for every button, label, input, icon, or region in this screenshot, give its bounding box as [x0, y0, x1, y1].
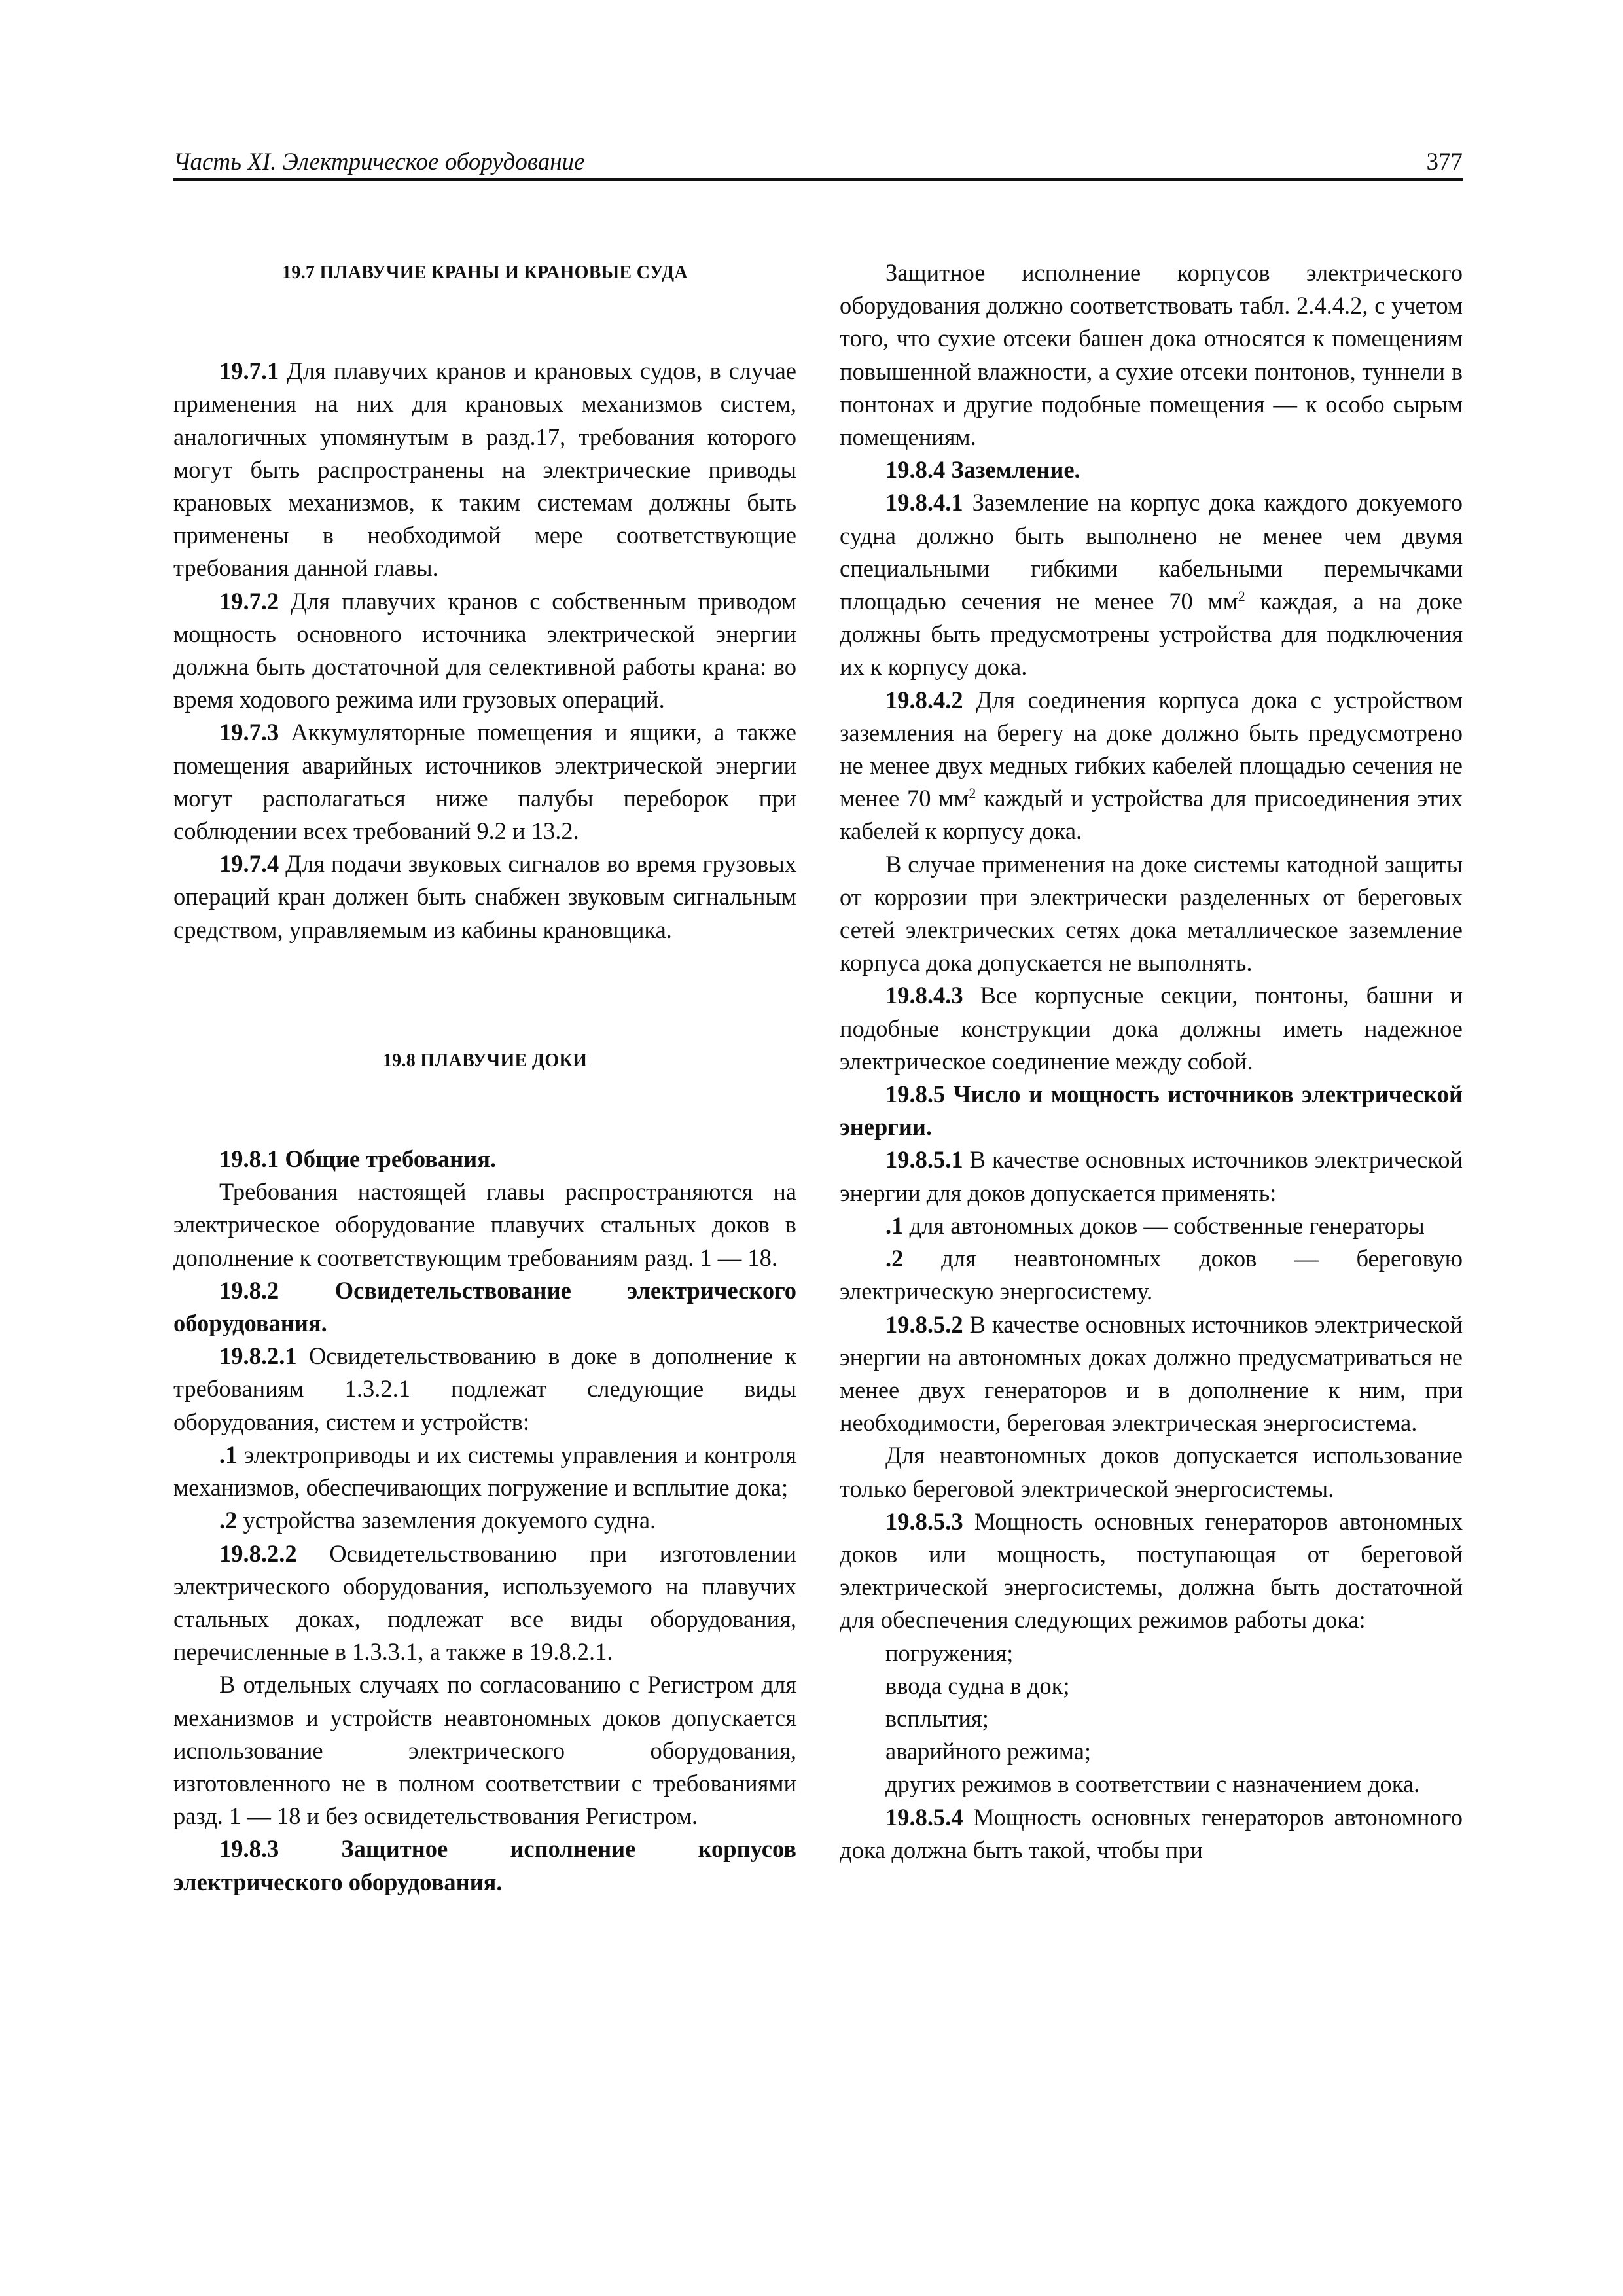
clause-number: 19.8.5.4: [885, 1803, 963, 1831]
heading-19-8-1: 19.8.1 Общие требования.: [219, 1145, 497, 1173]
mode-item-other: других режимов в соответствии с назначением дока.: [885, 1770, 1420, 1798]
list-item: .1 электроприводы и их системы управления и контроля механизмов, обеспечивающих погружение и всплытие дока;: [173, 1441, 796, 1501]
heading-19-8-2: 19.8.2 Освидетельствование электрического оборудования.: [173, 1276, 796, 1337]
running-title: Часть XI. Электрическое оборудование: [173, 149, 585, 175]
clause-number: 19.8.2.1: [219, 1342, 297, 1370]
page-header: [173, 145, 1463, 179]
right-column: [840, 257, 1463, 1867]
paragraph-19-7-1: 19.7.1 Для плавучих кранов и крановых судов, в случае применения на них для крановых механизмов систем, аналогичных упомянутым в разд.17, требования которого могут быть распространены на электрические приводы крановых механизмов, к таким системам должны быть применены в необходимой мере соответствующие требования данной главы.: [173, 357, 796, 582]
paragraph-19-8-4-3: 19.8.4.3 Все корпусные секции, понтоны, башни и подобные конструкции дока должны иметь надежное электрическое соединение между собой.: [840, 982, 1463, 1075]
mode-item: аварийного режима;: [885, 1738, 1092, 1765]
heading-19-8-3: 19.8.3 Защитное исполнение корпусов электрического оборудования.: [173, 1835, 796, 1895]
section-19-7-title: 19.7 ПЛАВУЧИЕ КРАНЫ И КРАНОВЫЕ СУДА: [282, 262, 688, 283]
paragraph-19-8-5-4: 19.8.5.4 Мощность основных генераторов автономного дока должна быть такой, чтобы при: [840, 1803, 1463, 1863]
page-number: 377: [1426, 149, 1463, 175]
paragraph-19-8-1: Требования настоящей главы распространяются на электрическое оборудование плавучих стальных доков в дополнение к соответствующим требованиям разд. 1 — 18.: [173, 1178, 796, 1271]
clause-number: 19.8.4.3: [885, 982, 963, 1009]
clause-number: 19.8.5.2: [885, 1310, 963, 1338]
list-item: .2 для неавтономных доков — береговую электрическую энергосистему.: [840, 1245, 1463, 1305]
paragraph-19-8-5-2: 19.8.5.2 В качестве основных источников электрической энергии на автономных доках должно предусматриваться не менее двух генераторов и в дополнение к ним, при необходимости, береговая электрическая энергосистема.: [840, 1310, 1463, 1437]
paragraph-19-7-3: 19.7.3 Аккумуляторные помещения и ящики, а также помещения аварийных источников электрической энергии могут располагаться ниже палубы переборок при соблюдении всех требований 9.2 и 13.2.: [173, 719, 796, 845]
paragraph-non-autonomous: Для неавтономных доков допускается использование только береговой электрической энергосистемы.: [840, 1442, 1463, 1502]
paragraph-19-8-4-1: 19.8.4.1 Заземление на корпус дока каждого докуемого судна должно быть выполнено не менее чем двумя специальными гибкими кабельными перемычками площадью сечения не менее 70 $мм^2$ каждая, а на доке должны быть предусмотрены устройства для подключения их к корпусу дока.: [840, 489, 1463, 681]
paragraph-cathodic-protection: В случае применения на доке системы катодной защиты от коррозии при электрически разделенных от береговых сетей электрических сетях дока металлическое заземление корпуса дока допускается не выполнять.: [840, 850, 1463, 977]
clause-number: 19.8.5.1: [885, 1146, 963, 1174]
paragraph-protective-design: Защитное исполнение корпусов электрического оборудования должно соответствовать табл. 2.4.4.2, с учетом того, что сухие отсеки башен дока относятся к помещениям повышенной влажности, а сухие отсеки понтонов, туннели в понтонах и другие подобные помещения — к особо сырым помещениям.: [840, 259, 1463, 451]
clause-number: 19.8.4.2: [885, 686, 963, 713]
paragraph-19-8-2-1: 19.8.2.1 Освидетельствованию в доке в дополнение к требованиям 1.3.2.1 подлежат следующие виды оборудования, систем и устройств:: [173, 1342, 796, 1435]
paragraph-19-8-2-2: 19.8.2.2 Освидетельствованию при изготовлении электрического оборудования, используемого на плавучих стальных доках, подлежат все виды оборудования, перечисленные в 1.3.3.1, а также в 19.8.2.1.: [173, 1539, 796, 1666]
mode-item: всплытия;: [885, 1704, 989, 1732]
list-item: .1 для автономных доков — собственные генераторы: [885, 1211, 1425, 1239]
paragraph-19-8-5-1: 19.8.5.1 В качестве основных источников электрической энергии для доков допускается применять:: [840, 1146, 1463, 1206]
clause-number: 19.7.4: [219, 850, 279, 878]
clause-number: 19.8.4.1: [885, 489, 963, 516]
paragraph-19-8-4-2: 19.8.4.2 Для соединения корпуса дока с устройством заземления на берегу на доке должно быть предусмотрено не менее двух медных гибких кабелей площадью сечения не менее 70 $мм^2$ каждый и устройства для присоединения этих кабелей к корпусу дока.: [840, 686, 1463, 845]
paragraph-19-7-2: 19.7.2 Для плавучих кранов с собственным приводом мощность основного источника электрической энергии должна быть достаточной для селективной работы крана: во время ходового режима или грузовых операций.: [173, 587, 796, 713]
heading-19-8-4: 19.8.4 Заземление.: [885, 456, 1080, 484]
paragraph-special-cases: В отдельных случаях по согласованию с Регистром для механизмов и устройств неавтономных доков допускается использование электрического оборудования, изготовленного не в полном соответствии с требованиями разд. 1 — 18 и без освидетельствования Регистром.: [173, 1671, 796, 1830]
clause-number: 19.7.3: [219, 719, 279, 746]
heading-19-8-5: 19.8.5 Число и мощность источников электрической энергии.: [840, 1081, 1463, 1141]
section-19-8-title: 19.8 ПЛАВУЧИЕ ДОКИ: [382, 1050, 588, 1071]
left-column: [173, 257, 796, 1899]
clause-number: 19.7.2: [219, 587, 279, 615]
header-rule: [173, 178, 1463, 181]
clause-number: 19.8.2.2: [219, 1539, 297, 1567]
clause-number: 19.7.1: [219, 357, 279, 385]
clause-number: 19.8.5.3: [885, 1507, 963, 1535]
list-item: .2 устройства заземления докуемого судна.: [219, 1507, 656, 1534]
paragraph-19-8-5-3: 19.8.5.3 Мощность основных генераторов автономных доков или мощность, поступающая от береговой электрической энергосистемы, должна быть достаточной для обеспечения следующих режимов работы дока:: [840, 1507, 1463, 1634]
paragraph-19-7-4: 19.7.4 Для подачи звуковых сигналов во время грузовых операций кран должен быть снабжен звуковым сигнальным средством, управляемым из кабины крановщика.: [173, 850, 796, 943]
mode-item: ввода судна в док;: [885, 1672, 1070, 1699]
mode-item: погружения;: [885, 1639, 1014, 1666]
